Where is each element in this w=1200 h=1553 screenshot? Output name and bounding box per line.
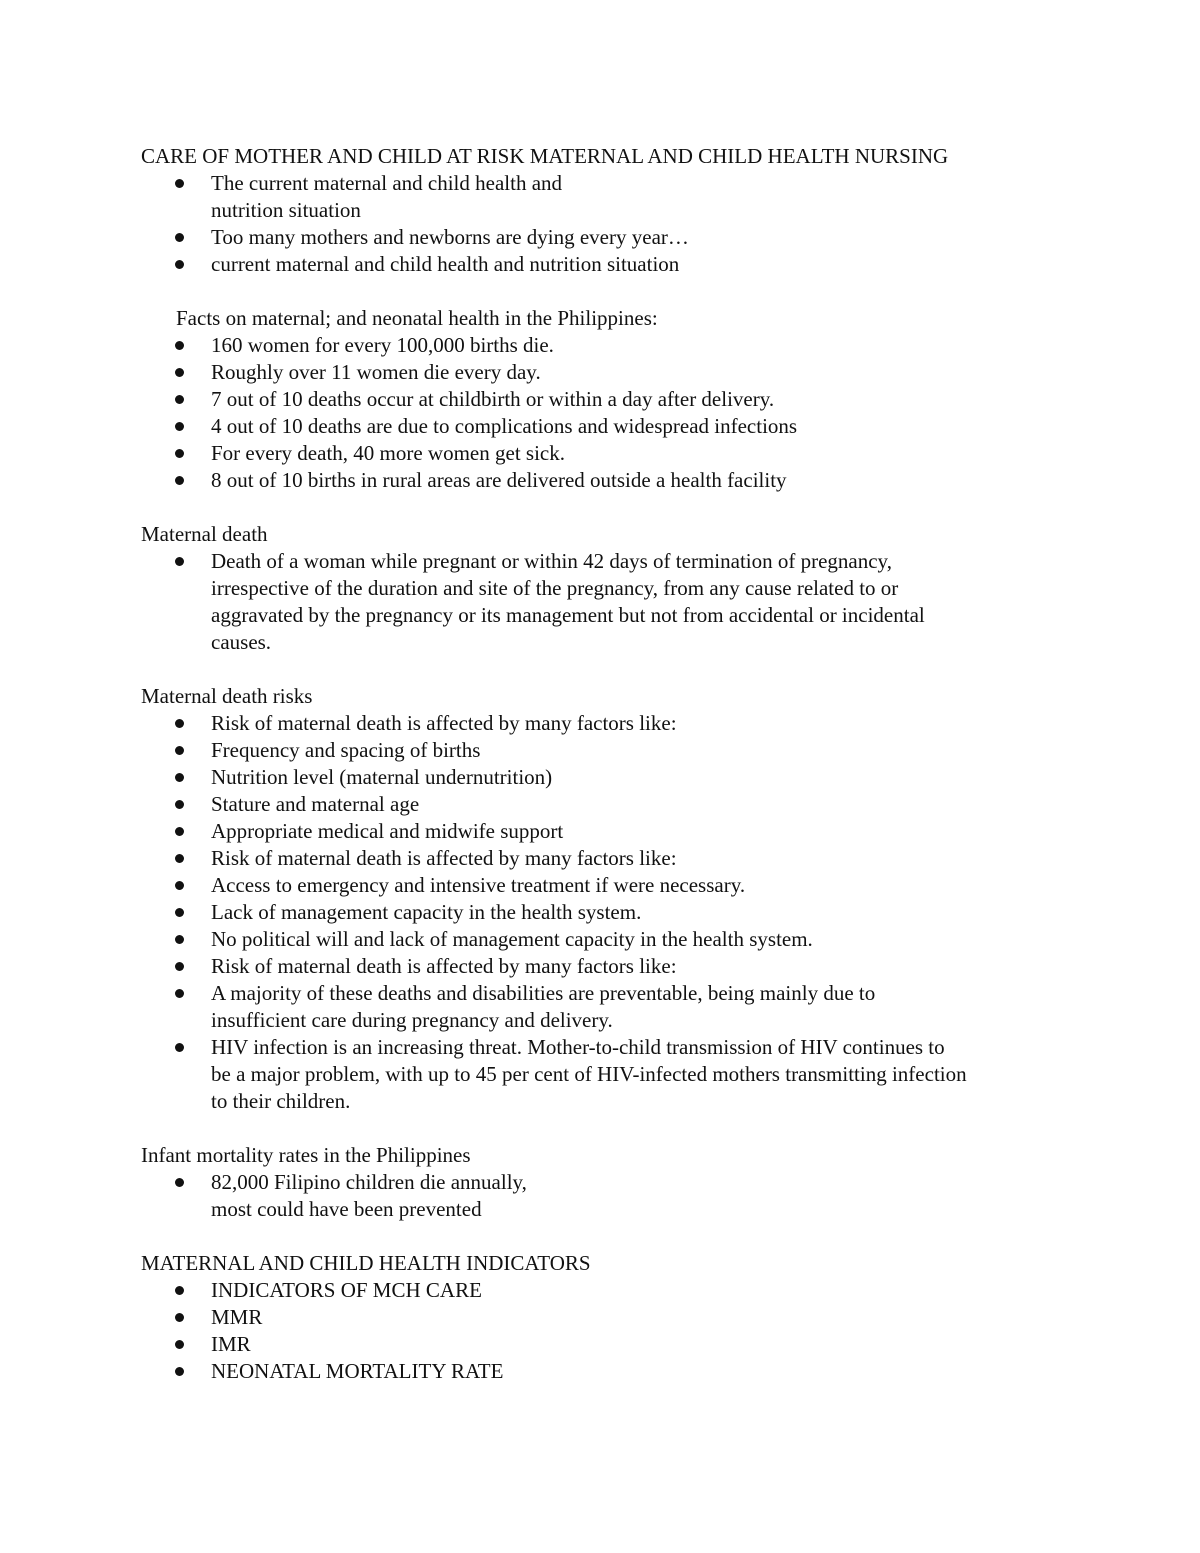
list-item xyxy=(141,791,1071,818)
list-item xyxy=(141,413,1071,440)
list-item-text: MMR xyxy=(211,1305,263,1329)
bullet-icon xyxy=(175,773,184,782)
list-item xyxy=(141,440,1071,467)
mch-indicators-heading: MATERNAL AND CHILD HEALTH INDICATORS xyxy=(141,1251,591,1275)
bullet-icon xyxy=(175,827,184,836)
list-item xyxy=(141,1358,1071,1385)
bullet-icon xyxy=(175,260,184,269)
list-item xyxy=(141,359,1071,386)
list-item xyxy=(141,251,1071,278)
list-item xyxy=(141,980,1071,1034)
bullet-icon xyxy=(175,179,184,188)
maternal-death-risks-heading: Maternal death risks xyxy=(141,684,313,708)
list-item-text: nutrition situation xyxy=(211,198,361,222)
bullet-icon xyxy=(175,557,184,566)
list-item-text: 8 out of 10 births in rural areas are delivered outside a health facility xyxy=(211,468,787,492)
list-item-text: Too many mothers and newborns are dying every year… xyxy=(211,225,689,249)
list-item-text: Risk of maternal death is affected by many factors like: xyxy=(211,846,677,870)
bullet-icon xyxy=(175,233,184,242)
list-item-text: No political will and lack of management capacity in the health system. xyxy=(211,927,813,951)
list-item-text: Nutrition level (maternal undernutrition) xyxy=(211,765,553,789)
spacer xyxy=(141,656,1071,683)
list-item-text: insufficient care during pregnancy and delivery. xyxy=(211,1008,613,1032)
bullet-icon xyxy=(175,1286,184,1295)
list-item-text: aggravated by the pregnancy or its management but not from accidental or incidental xyxy=(211,603,925,627)
list-item-text: to their children. xyxy=(211,1089,351,1113)
bullet-icon xyxy=(175,989,184,998)
list-item xyxy=(141,224,1071,251)
infant-mortality-heading: Infant mortality rates in the Philippines xyxy=(141,1143,471,1167)
bullet-icon xyxy=(175,935,184,944)
bullet-icon xyxy=(175,395,184,404)
maternal-death-risks-list xyxy=(141,710,1071,1115)
list-item-text: HIV infection is an increasing threat. Mother-to-child transmission of HIV continues to xyxy=(211,1035,945,1059)
list-item xyxy=(141,1169,1071,1223)
list-item-text: NEONATAL MORTALITY RATE xyxy=(211,1359,504,1383)
list-item xyxy=(141,548,1071,656)
spacer xyxy=(141,494,1071,521)
bullet-icon xyxy=(175,1367,184,1376)
list-item xyxy=(141,1277,1071,1304)
infant-mortality-list xyxy=(141,1169,1071,1223)
list-item-text: Lack of management capacity in the health system. xyxy=(211,900,642,924)
list-item xyxy=(141,818,1071,845)
list-item xyxy=(141,467,1071,494)
facts-heading: Facts on maternal; and neonatal health in the Philippines: xyxy=(176,306,658,330)
list-item-text: A majority of these deaths and disabilities are preventable, being mainly due to xyxy=(211,981,876,1005)
list-item-text: 7 out of 10 deaths occur at childbirth or within a day after delivery. xyxy=(211,387,775,411)
bullet-icon xyxy=(175,422,184,431)
spacer xyxy=(141,1115,1071,1142)
list-item xyxy=(141,845,1071,872)
list-item xyxy=(141,872,1071,899)
bullet-icon xyxy=(175,1043,184,1052)
bullet-icon xyxy=(175,881,184,890)
intro-list xyxy=(141,170,1071,278)
list-item-text: Death of a woman while pregnant or within 42 days of termination of pregnancy, xyxy=(211,549,892,573)
list-item xyxy=(141,332,1071,359)
list-item-text: current maternal and child health and nutrition situation xyxy=(211,252,680,276)
list-item-text: Risk of maternal death is affected by many factors like: xyxy=(211,711,677,735)
bullet-icon xyxy=(175,719,184,728)
bullet-icon xyxy=(175,1178,184,1187)
list-item xyxy=(141,737,1071,764)
spacer xyxy=(141,1223,1071,1250)
list-item-text: The current maternal and child health and xyxy=(211,171,563,195)
list-item-text: Access to emergency and intensive treatment if were necessary. xyxy=(211,873,746,897)
bullet-icon xyxy=(175,449,184,458)
list-item xyxy=(141,1304,1071,1331)
list-item-text: most could have been prevented xyxy=(211,1197,482,1221)
list-item xyxy=(141,710,1071,737)
list-item-text: 4 out of 10 deaths are due to complications and widespread infections xyxy=(211,414,798,438)
spacer xyxy=(141,278,1071,305)
bullet-icon xyxy=(175,746,184,755)
bullet-icon xyxy=(175,1313,184,1322)
list-item xyxy=(141,764,1071,791)
list-item xyxy=(141,1034,1071,1115)
maternal-death-list xyxy=(141,548,1071,656)
list-item-text: be a major problem, with up to 45 per cent of HIV-infected mothers transmitting infection xyxy=(211,1062,967,1086)
document-content xyxy=(141,143,1071,1385)
list-item-text: Frequency and spacing of births xyxy=(211,738,481,762)
list-item-text: For every death, 40 more women get sick. xyxy=(211,441,565,465)
document-title: CARE OF MOTHER AND CHILD AT RISK MATERNAL AND CHILD HEALTH NURSING xyxy=(141,144,949,168)
list-item xyxy=(141,1331,1071,1358)
facts-list xyxy=(141,332,1071,494)
bullet-icon xyxy=(175,908,184,917)
list-item xyxy=(141,926,1071,953)
bullet-icon xyxy=(175,1340,184,1349)
list-item-text: Appropriate medical and midwife support xyxy=(211,819,564,843)
list-item-text: Roughly over 11 women die every day. xyxy=(211,360,541,384)
bullet-icon xyxy=(175,962,184,971)
list-item xyxy=(141,953,1071,980)
list-item-text: irrespective of the duration and site of the pregnancy, from any cause related to or xyxy=(211,576,899,600)
list-item xyxy=(141,386,1071,413)
bullet-icon xyxy=(175,476,184,485)
bullet-icon xyxy=(175,800,184,809)
list-item xyxy=(141,899,1071,926)
list-item-text: 160 women for every 100,000 births die. xyxy=(211,333,554,357)
list-item-text: Stature and maternal age xyxy=(211,792,420,816)
bullet-icon xyxy=(175,341,184,350)
list-item xyxy=(141,170,1071,224)
list-item-text: INDICATORS OF MCH CARE xyxy=(211,1278,482,1302)
mch-indicators-list xyxy=(141,1277,1071,1385)
maternal-death-heading: Maternal death xyxy=(141,522,268,546)
list-item-text: 82,000 Filipino children die annually, xyxy=(211,1170,527,1194)
list-item-text: causes. xyxy=(211,630,272,654)
bullet-icon xyxy=(175,368,184,377)
list-item-text: IMR xyxy=(211,1332,251,1356)
bullet-icon xyxy=(175,854,184,863)
list-item-text: Risk of maternal death is affected by many factors like: xyxy=(211,954,677,978)
